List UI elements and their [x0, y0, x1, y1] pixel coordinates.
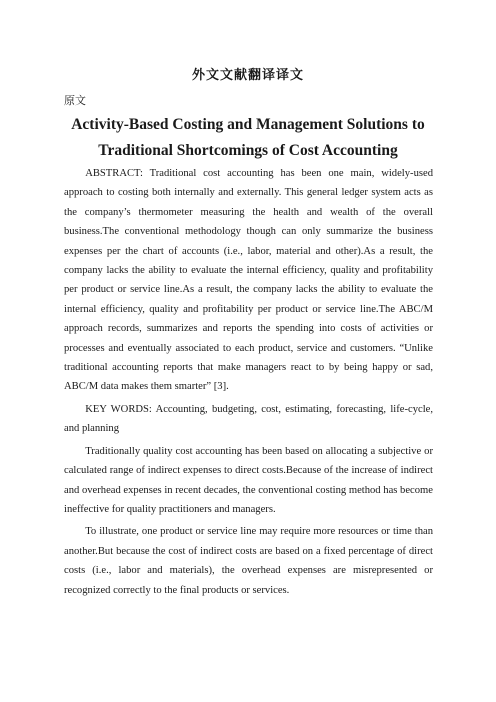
- document-body: [64, 164, 433, 603]
- english-title: Activity-Based Costing and Management Solutions to Traditional Shortcomings of Cost Accounting: [71, 116, 425, 159]
- keywords-paragraph: KEY WORDS: Accounting, budgeting, cost, estimating, forecasting, life-cycle, and planning: [64, 403, 433, 435]
- chinese-title: 外文文献翻译译文: [191, 68, 304, 83]
- body-paragraph: To illustrate, one product or service line may require more resources or time than another.But because the cost of indirect costs are based on a fixed percentage of direct costs (i.e., labor and materials), the overhead expenses are misrepresented or recognized correctly to the final products or services.: [64, 526, 433, 596]
- abstract-paragraph: ABSTRACT: Traditional cost accounting has been one main, widely-used approach to costing both internally and externally. This general ledger system acts as the company’s thermometer measuring the health and wealth of the overall business.The conventional methodology though can only summarize the business expenses per the chart of accounts (i.e., labor, material and other).As a result, the company lacks the ability to evaluate the internal efficiency, quality and profitability per product or service line.As a result, the company lacks the ability to evaluate the internal efficiency, quality and profitability per product or service line.The ABC/M approach records, summarizes and reports the spending into costs of activities or processes and eventually associated to each product, service and customers. “Unlike traditional accounting reports that make managers react to by being happy or sad, ABC/M data makes them smarter” [3].: [64, 168, 433, 393]
- body-paragraph: Traditionally quality cost accounting has been based on allocating a subjective or calculated range of indirect expenses to direct costs.Because of the increase of indirect and overhead expenses in recent decades, the conventional costing method has become ineffective for quality practitioners and managers.: [64, 445, 433, 515]
- original-text-label: 原文: [64, 94, 86, 107]
